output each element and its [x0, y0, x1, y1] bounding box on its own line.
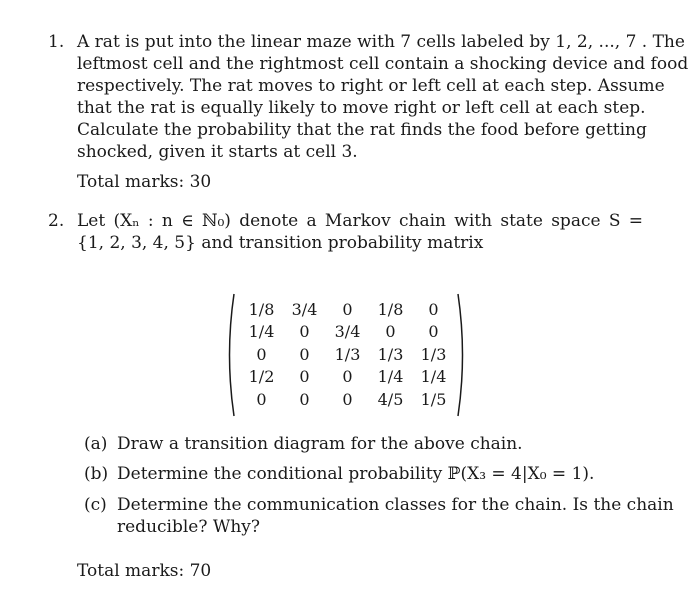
matrix-cell: 1/8 [377, 299, 404, 319]
question-2-line: Let (Xₙ : n ∈ ℕ₀) denote a Markov chain with state space S = [77, 211, 643, 231]
question-2-total-marks: Total marks: 70 [77, 561, 212, 581]
question-1-text [77, 31, 689, 163]
matrix-cell: 1/4 [377, 367, 404, 387]
matrix-cell: 0 [256, 344, 267, 364]
matrix-row [240, 388, 455, 411]
matrix-cell: 0 [299, 322, 310, 342]
matrix-cell: 0 [299, 367, 310, 387]
matrix-row [240, 321, 455, 344]
question-2-text [77, 210, 643, 254]
question-1-line: respectively. The rat moves to right or left cell at each step. Assume [77, 76, 665, 96]
transition-matrix [224, 292, 468, 418]
matrix-cell: 1/4 [420, 367, 447, 387]
part-c-label: (c) [84, 495, 107, 515]
matrix-cell: 1/3 [377, 344, 404, 364]
matrix-cell: 1/8 [248, 299, 275, 319]
matrix-cell: 0 [256, 389, 267, 409]
matrix-cell: 0 [299, 344, 310, 364]
matrix-cell: 0 [299, 389, 310, 409]
right-parenthesis [456, 292, 468, 418]
matrix-cell: 1/3 [334, 344, 361, 364]
question-1-line: A rat is put into the linear maze with 7 cells labeled by 1, 2, ..., 7 . The [77, 32, 685, 52]
matrix-cell: 1/5 [420, 389, 447, 409]
matrix-table [240, 298, 455, 411]
question-1-line: Calculate the probability that the rat finds the food before getting [77, 120, 647, 140]
matrix-row [240, 343, 455, 366]
part-b-label: (b) [84, 464, 109, 484]
part-b-text: Determine the conditional probability ℙ(X₃ = 4|X₀ = 1). [117, 464, 595, 484]
part-c-line: Determine the communication classes for the chain. Is the chain [117, 495, 674, 515]
part-c-line: reducible? Why? [117, 517, 261, 537]
matrix-cell: 0 [385, 322, 396, 342]
question-1-line: shocked, given it starts at cell 3. [77, 142, 358, 162]
part-a-label: (a) [84, 434, 108, 454]
question-1-total-marks: Total marks: 30 [77, 172, 212, 192]
matrix-cell: 0 [342, 299, 353, 319]
matrix-cell: 0 [342, 367, 353, 387]
question-1-number: 1. [48, 32, 65, 52]
matrix-cell: 4/5 [377, 389, 404, 409]
question-1-line: that the rat is equally likely to move right or left cell at each step. [77, 98, 646, 118]
matrix-cell: 1/3 [420, 344, 447, 364]
part-a-text: Draw a transition diagram for the above chain. [117, 434, 523, 454]
matrix-cell: 0 [428, 299, 439, 319]
matrix-cell: 1/4 [248, 322, 275, 342]
matrix-row [240, 298, 455, 321]
matrix-cell: 3/4 [334, 322, 361, 342]
matrix-cell: 3/4 [291, 299, 318, 319]
matrix-cell: 0 [428, 322, 439, 342]
part-c-text [117, 494, 674, 538]
question-2-number: 2. [48, 211, 65, 231]
matrix-cell: 1/2 [248, 367, 275, 387]
question-1-line: leftmost cell and the rightmost cell contain a shocking device and food [77, 54, 689, 74]
question-2-line: {1, 2, 3, 4, 5} and transition probability matrix [77, 233, 484, 253]
matrix-row [240, 366, 455, 389]
matrix-cell: 0 [342, 389, 353, 409]
left-parenthesis [224, 292, 236, 418]
